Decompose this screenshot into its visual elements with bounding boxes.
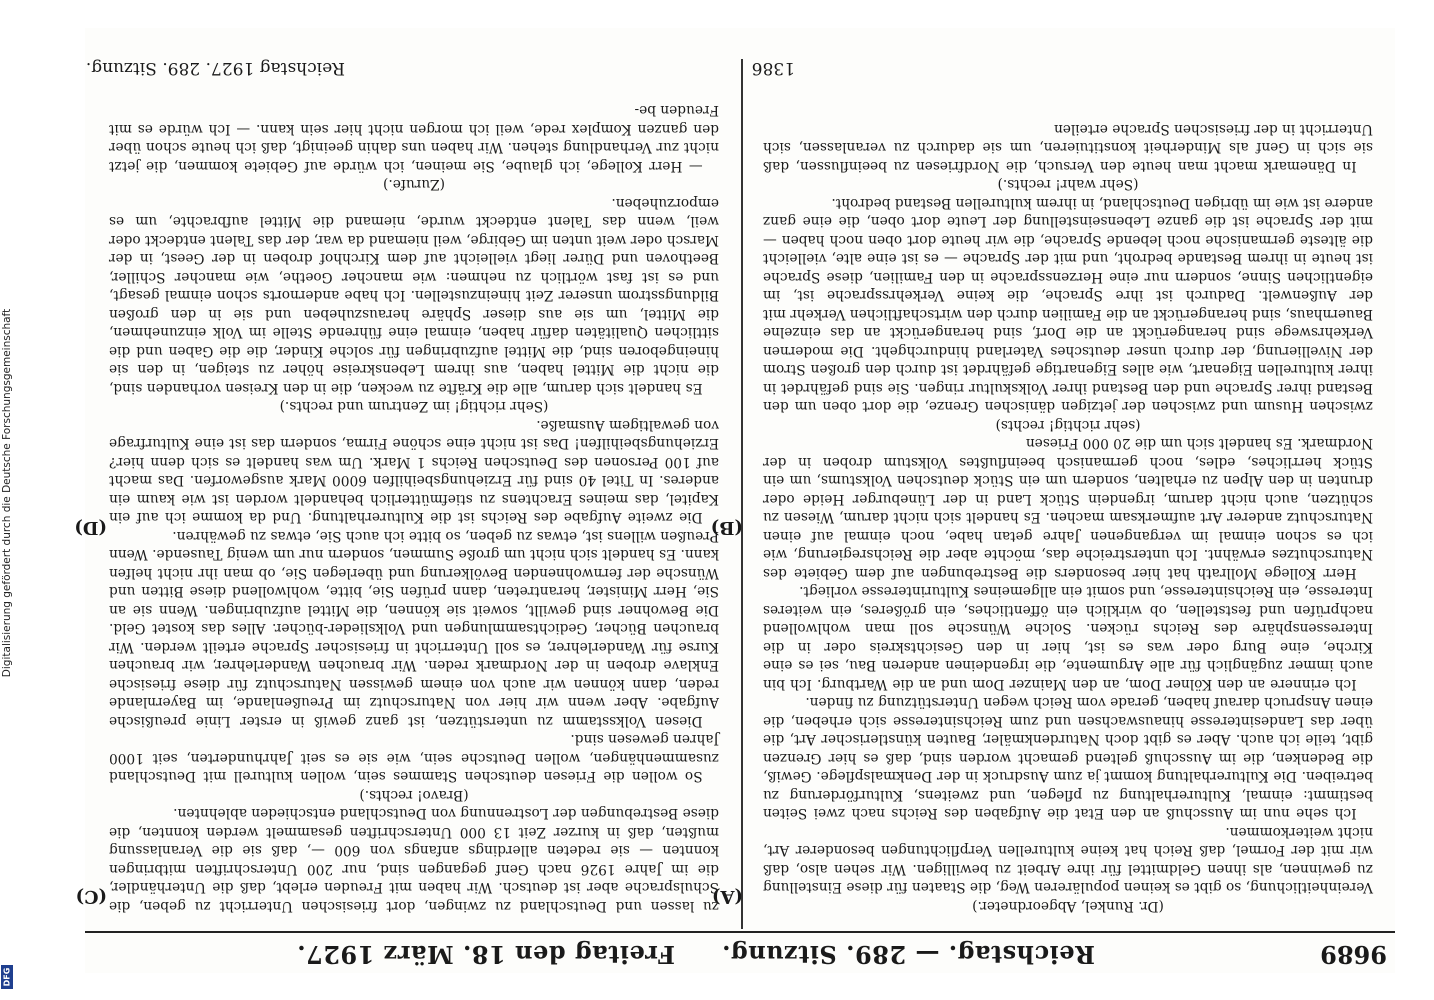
page-number-header: 9689	[1320, 940, 1387, 969]
paragraph: So wollen die Friesen deutschen Stammes sein, wollen kulturell mit Deutschland zusammenhängen, wollen Deutsche sein, wie sie es seit Jahrhunderten, seit 1000 Jahren gewesen sind.	[109, 731, 719, 785]
margin-marker-c: (C)	[75, 886, 107, 907]
margin-marker-b: (B)	[710, 517, 743, 538]
header-left-title: Reichstag. — 289. Sitzung.	[721, 940, 1095, 969]
paragraph: zu lassen und Deutschland zu zwingen, dort friesischen Unterricht zu geben, die Schulsprache aber ist deutsch. Wir haben mit Freuden erlebt, daß die Unterhändler, die im Jahre 1926 nach Genf gegangen sind, nur 200 Unterschriften mitbringen konnten — sie redeten allerdings anfangs von 600 —, daß sie die Veranlassung mußten, daß in kurzer Zeit 13 000 Unterschriften gesammelt werden konnten, die diese Bestrebungen der Lostrennung von Deutschland entschieden ablehnten.	[109, 805, 719, 914]
header-right-title: Freitag den 18. März 1927.	[296, 940, 675, 969]
paragraph: Vereinheitlichung, so gibt es keinen populäreren Weg, die Staaten für diese Einstellung zu gewinnen, als ihnen Geldmittel für ihre Arbeit zu bewilligen. Wir sehen also, daß wir mit der Formel, daß Reich hat keine kulturellen Verpflichtungen besonderer Art, nicht weiterkommen.	[763, 824, 1373, 896]
interjection: (Zurufe.)	[383, 176, 445, 193]
dfg-logo-text: DFG	[2, 967, 12, 987]
paragraph: Ich sehe nun im Ausschuß an den Etat die Aufgaben des Reichs nach zwei Seiten bestimmt: einmal, Kulturerhaltung zu pflegen, und zweitens, Kulturförderung zu betreiben. Die Kulturerhaltung kommt ja zum Ausdruck in der Denkmalspflege. Gewiß, die Bedenken, die im Ausschuß geltend gemacht worden sind, daß es hier Grenzen gibt, teile ich auch. Aber es gibt doch Naturdenkmäler, Bauten künstlerischer Art, die über das Landesinteresse hinauswachsen und zum Reichsinteresse sich erheben, die einen Anspruch darauf haben, gerade vom Reich wegen Unterstützung zu finden.	[763, 694, 1373, 822]
right-text-column	[109, 101, 719, 915]
header-rule	[85, 931, 1395, 933]
interjection: (sehr richtig! rechts)	[995, 417, 1141, 433]
paragraph: Ich erinnere an den Kölner Dom, an den Mainzer Dom und an die Wartburg. Ich bin auch immer zugänglich für alle Argumente, die irgendeinen anderen Bau, sei es eine Kirche, eine Burg oder was es ist, hier in den Gesichtskreis oder in die Interessensphäre des Reichs rücken. Solche Wünsche soll man wohlwollend nachprüfen und feststellen, ob wirklich ein öffentliches, ein größeres, ein weiteres Interesse, ein Reichsinteresse, und somit ein allgemeines Kulturinteresse vorliegt.	[763, 583, 1373, 692]
interjection: (Bravo! rechts.)	[359, 787, 469, 803]
dfg-logo-icon	[1, 965, 13, 989]
interjection: (Sehr wahr! rechts.)	[997, 176, 1139, 193]
paragraph: zwischen Husum und zwischen der jetzigen dänischen Grenze, die dort oben um den Bestand ihrer Sprache und den Bestand ihrer Volkskultur ringen. Sie sind gefährdet in ihrer kulturellen Eigenart, wie alles Eigenartige gefährdet ist durch den großen Strom der Nivellierung, der durch unser deutsches Vaterland hindurchgeht. Die modernen Verkehrswege sind herangerückt an die Dorf, sind herangerückt an das einzelne Bauernhaus, sind herangerückt an die Familien durch den wirtschaftlichen Verkehr mit der Außenwelt. Dadurch ist ihre Sprache, die keine Verkehrssprache ist, im eigentlichen Sinne, sondern nur eine Herzenssprache in den Familien, diese Sprache ist heute in ihrem Bestande bedroht, und mit der Sprache — es ist eine alte, vielleicht die älteste germanische noch lebende Sprache, die wir heute dort oben noch haben — mit der Sprache ist die ganze Lebenseinstellung der Leute dort oben, die eine ganz andere ist wie im übrigen Deutschland, in ihrem kulturellen Bestand bedroht.	[763, 195, 1373, 415]
page-footer	[85, 48, 1395, 78]
digitization-caption	[0, 5, 14, 980]
document-page	[74, 28, 1395, 973]
interjection: (Sehr richtig! im Zentrum und rechts.)	[279, 398, 549, 415]
paragraph: Es handelt sich darum, alle die Kräfte zu wecken, die in den Kreisen vorhanden sind, die nicht die Mittel haben, aus ihrem Lebenskreise höher zu steigen, in den sie hineingeboren sind, die Mittel aufzubringen für solche Kinder, die die Gaben und die sittlichen Qualitäten dafür haben, einmal eine führende Stelle im Volk einzunehmen, die Mittel, um sie aus dieser Sphäre herauszuheben und sie in den großen Bildungsstrom unserer Zeit hineinzustellen. Ich habe andernorts schon einmal gesagt, und es ist fast wörtlich zu nehmen: wie mancher Goethe, wie mancher Schiller, Beethoven und Dürer liegt vielleicht auf dem Kirchhof droben in der Geest, in der Marsch oder weit unten im Gebirge, weil niemand da war, der das Talent entdeckt oder weil, wenn das Talent entdeckt wurde, niemand die Mittel aufbrachte, um es emporzuheben.	[109, 195, 719, 396]
speaker-line: (Dr. Runkel, Abgeordneter.)	[972, 898, 1164, 914]
footer-page-number: 1386	[751, 58, 795, 78]
paragraph: Herr Kollege Mollrath hat hier besonders die Bestrebungen auf dem Gebiete des Naturschutzes erwähnt. Ich unterstreiche das, möchte aber die Reichsregierung, wie ich es schon einmal im vergangenen Jahre getan habe, noch einmal auf einen Naturschutz anderer Art aufmerksam machen. Es handelt sich nicht darum, Wiesen zu schützen, auch nicht darum, irgendein Stück Land in der Lüneburger Heide oder drunten in den Alpen zu erhalten, sondern um ein Stück deutschen Volkstums, um ein Stück herrliches, edles, noch germanisch beeinflußtes Volkstum droben in der Nordmark. Es handelt sich um die 20 000 Friesen	[763, 435, 1373, 581]
column-divider	[741, 59, 743, 929]
paragraph: In Dänemark macht man heute den Versuch, die Nordfriesen zu beeinflussen, daß sie sich in Genf als Minderheit konstituieren, um sie dadurch zu veranlassen, sich Unterricht in der friesischen Sprache erteilen	[763, 121, 1373, 174]
digitization-caption-text: Digitalisierung gefördert durch die Deutsche Forschungsgemeinschaft	[1, 308, 13, 677]
paragraph: — Herr Kollege, ich glaube, Sie meinen, ich würde auf Gebiete kommen, die jetzt nicht zur Verhandlung stehen. Wir haben uns dahin geeinigt, daß ich heute schon über den ganzen Komplex rede, weil ich morgen nicht hier sein kann. — Ich würde es mit Freuden be-	[109, 102, 719, 174]
paragraph: Diesen Volksstamm zu unterstützen, ist ganz gewiß in erster Linie preußische Aufgabe. Aber wenn wir hier von Naturschutz im Preußenlande, im Bayernlande reden, dann können wir auch von einem gewissen Naturschutz für diese friesische Enklave droben in der Nordmark reden. Wir brauchen Wanderlehrer, wir brauchen Kurse für Wanderlehrer, es soll Unterricht in friesischer Sprache erteilt werden. Wir brauchen Bücher, Gedichtsammlungen und Volkslieder-bücher. Alles das kostet Geld. Die Bewohner sind gewillt, soweit sie können, die Mittel aufzubringen. Wenn sie an Sie, Herr Minister, herantreten, dann prüfen Sie, bitte, wohlwollend diese Bitten und Wünsche der fernwohnenden Bevölkerung und überlegen Sie, ob man ihr nicht helfen kann. Es handelt sich nicht um große Summen, sondern nur um wenig Tausende. Wenn Preußen willens ist, etwas zu geben, so bitte ich auch Sie, etwas zu gewähren.	[109, 528, 719, 729]
margin-marker-a: (A)	[712, 886, 743, 907]
paragraph: Die zweite Aufgabe des Reichs ist die Kulturerhaltung. Und da komme ich auf ein Kapitel, das meines Erachtens zu stiefmütterlich behandelt worden ist wie kaum ein anderes. In Titel 40 sind für Erziehungsbeihilfen 6000 Mark ausgeworfen. Das macht auf 100 Personen des Deutschen Reichs 1 Mark. Um was handelt es sich denn hier? Erziehungsbeihilfen! Das ist nicht eine schöne Firma, sondern das ist eine Kulturfrage von gewaltigem Ausmaße.	[109, 417, 719, 526]
page-header	[85, 933, 1395, 973]
left-text-column	[763, 120, 1373, 916]
margin-marker-d: (D)	[74, 517, 107, 538]
footer-sitzung: Reichstag 1927. 289. Sitzung.	[85, 58, 345, 78]
